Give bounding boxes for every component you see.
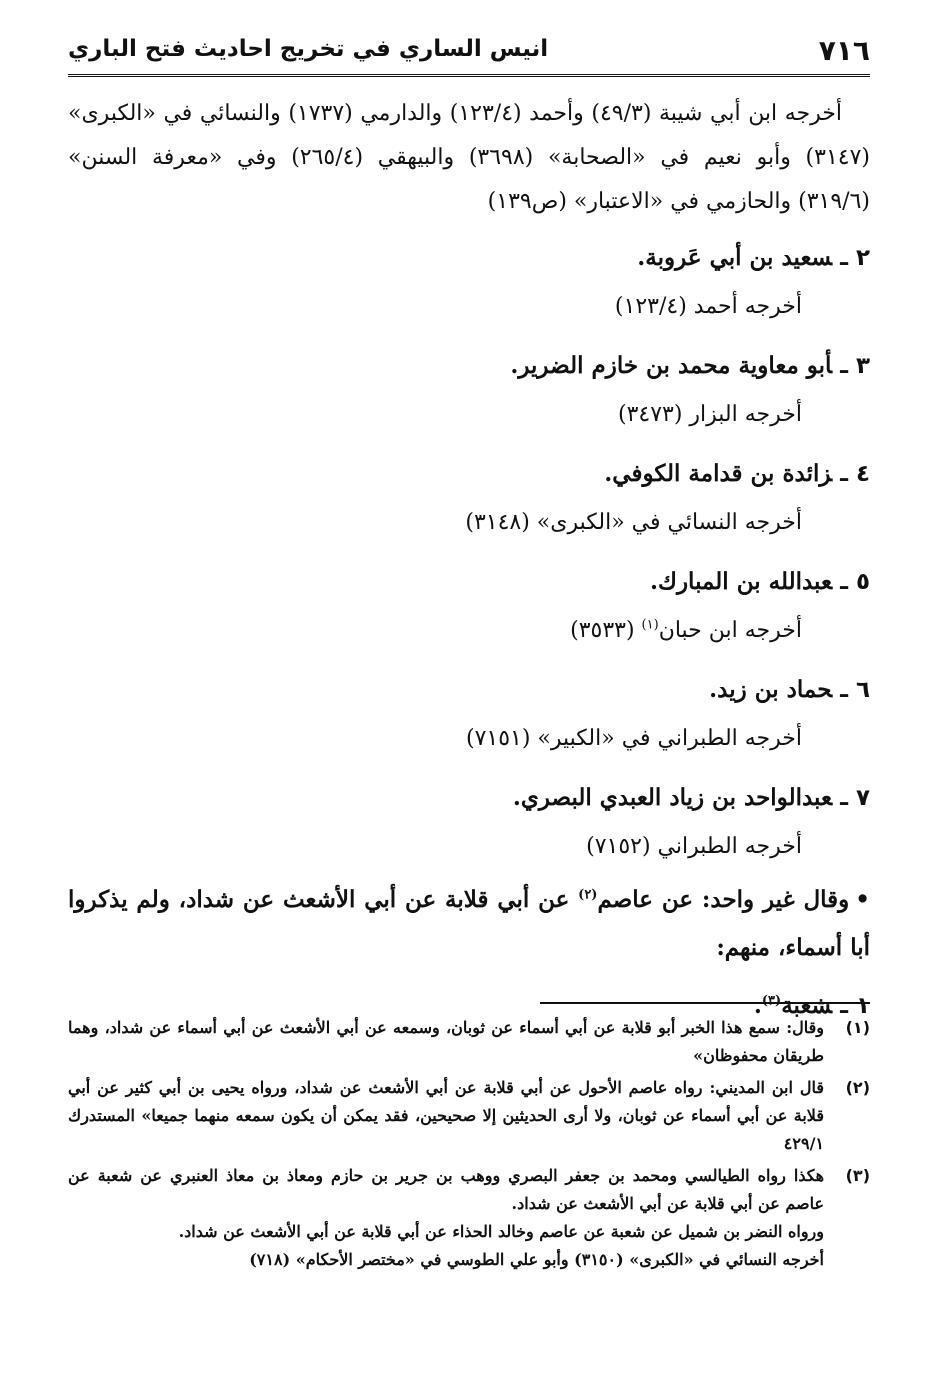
footnote-text: هكذا رواه الطيالسي ومحمد بن جعفر البصري ووهب بن جرير بن حازم ومعاذ بن معاذ العنبري عن شعبة عن عاصم عن أبي قلابة عن أبي الأشعث عن شداد.	[68, 1166, 825, 1213]
narrator-name: حماد بن زيد.	[709, 676, 833, 703]
running-header	[68, 30, 870, 77]
takhrij-source: أخرجه أحمد (١٢٣/٤)	[614, 294, 802, 319]
item-number: ٢ ـ	[840, 245, 870, 271]
narrator-item	[68, 666, 870, 764]
item-number: ١ ـ	[840, 993, 870, 1019]
footnote	[68, 1014, 870, 1070]
intro-paragraph: أخرجه ابن أبي شيبة (٤٩/٣) وأحمد (١٢٣/٤) والدارمي (١٧٣٧) والنسائي في «الكبرى» (٣١٤٧) وأبو نعيم في «الصحابة» (٣٦٩٨) والبيهقي (٢٦٥/٤) وفي «معرفة السنن» (٣١٩/٦) والحازمي في «الاعتبار» (ص١٣٩)	[68, 101, 870, 214]
book-title: انيس الساري في تخريج احاديث فتح الباري	[68, 36, 549, 62]
remark-paragraph: •وقال غير واحد: عن عاصم$^{(٢)}$ عن أبي قلابة عن أبي الأشعث عن شداد، ولم يذكروا أبا أسماء، منهم:	[68, 886, 870, 961]
takhrij-source: أخرجه الطبراني في «الكبير» (٧١٥١)	[465, 726, 802, 751]
item-number: ٦ ـ	[840, 677, 870, 703]
footnote-marker: (١)	[641, 617, 659, 633]
narrator-name: شعبة$^{(٣)}$.	[753, 992, 833, 1019]
narrator-name: عبدالله بن المبارك.	[649, 568, 833, 595]
item-number: ٥ ـ	[840, 569, 870, 595]
narrator-name: سعيد بن أبي عَروبة.	[637, 244, 833, 271]
footnote-text: وقال: سمع هذا الخبر أبو قلابة عن أبي أسماء عن ثوبان، وسمعه عن أبي الأشعث عن أبي أسماء عن شداد، وهما طريقان محفوظان»	[68, 1018, 824, 1065]
takhrij-source: أخرجه البزار (٣٤٧٣)	[617, 402, 802, 427]
footnotes	[68, 1014, 870, 1278]
narrator-name: زائدة بن قدامة الكوفي.	[604, 460, 833, 487]
footnote-text: أخرجه النسائي في «الكبرى» (٣١٥٠) وأبو علي الطوسي في «مختصر الأحكام» (٧١٨)	[249, 1250, 824, 1269]
footnote-marker: (٢)	[578, 887, 598, 903]
narrator-item	[68, 450, 870, 548]
footnote-marker: (٣)	[761, 993, 782, 1009]
footnote-separator	[540, 1002, 870, 1004]
narrator-name: أبو معاوية محمد بن خازم الضرير.	[510, 352, 833, 379]
footnote	[68, 1074, 870, 1158]
footnote-text: ورواه النضر بن شميل عن شعبة عن عاصم وخالد الحذاء عن أبي قلابة عن أبي الأشعث عن شداد.	[178, 1222, 824, 1241]
item-number: ٤ ـ	[840, 461, 870, 487]
narrator-item	[68, 558, 870, 656]
page-number: ٧١٦	[818, 34, 870, 67]
footnote-number: (٢)	[845, 1078, 870, 1097]
narrator-item	[68, 774, 870, 872]
takhrij-source: أخرجه ابن حبان$^{(١)}$ (٣٥٣٣)	[570, 617, 802, 643]
bullet: •	[855, 886, 870, 913]
takhrij-source: أخرجه الطبراني (٧١٥٢)	[586, 834, 802, 859]
takhrij-source: أخرجه النسائي في «الكبرى» (٣١٤٨)	[465, 510, 802, 535]
footnote-number: (١)	[845, 1018, 870, 1037]
footnote-text: قال ابن المديني: رواه عاصم الأحول عن أبي قلابة عن أبي الأشعث عن شداد، ورواه يحيى بن أبي كثير عن أبي قلابة عن أبي أسماء عن ثوبان، ولا أرى الحديثين إلا صحيحين، فقد يمكن أن يكون سمعه منهما جميعا» المستدرك ٤٢٩/١	[68, 1078, 824, 1153]
footnote-number: (٣)	[845, 1166, 870, 1185]
item-number: ٣ ـ	[840, 353, 870, 379]
footnote	[68, 1162, 870, 1274]
item-number: ٧ ـ	[840, 785, 870, 811]
narrator-item	[68, 342, 870, 440]
narrator-item	[68, 234, 870, 332]
narrator-name: عبدالواحد بن زياد العبدي البصري.	[512, 784, 833, 811]
main-text	[68, 92, 870, 1030]
